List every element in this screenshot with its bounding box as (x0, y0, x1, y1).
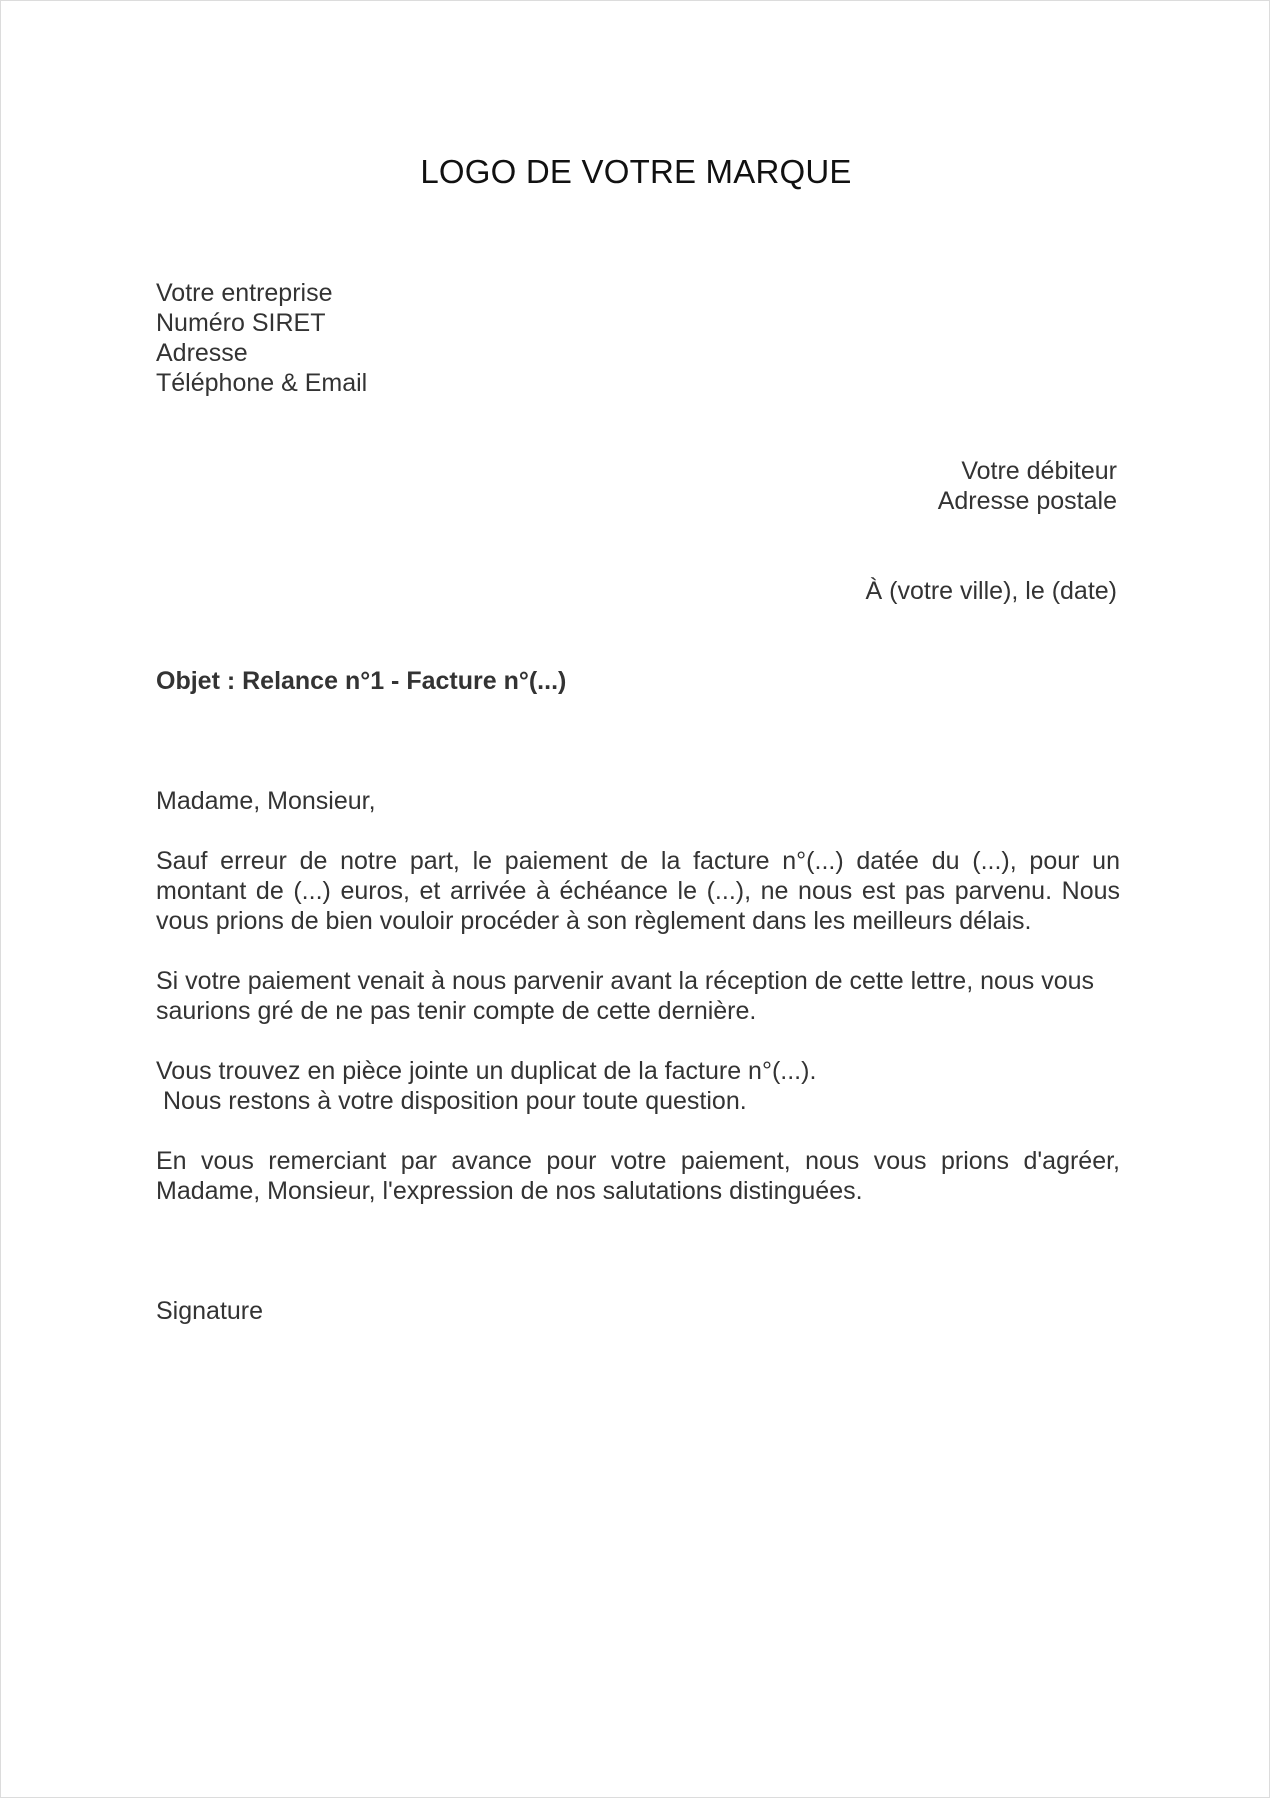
paragraph-closing: En vous remerciant par avance pour votre paiement, nous vous prions d'agréer, Madame, Monsieur, l'expression de nos salutations distinguées. (156, 1147, 1120, 1205)
sender-contact: Téléphone & Email (156, 369, 368, 397)
paragraph-attachment (156, 1056, 1120, 1116)
recipient-block (938, 456, 1117, 516)
date-line: À (votre ville), le (date) (865, 577, 1117, 605)
paragraph-payment-reminder: Sauf erreur de notre part, le paiement de la facture n°(...) datée du (...), pour un montant de (...) euros, et arrivée à échéance le (...), ne nous est pas parvenu. Nous vous prions de bien vouloir procéder à son règlement dans les meilleurs délais. (156, 847, 1120, 935)
subject-line: Objet : Relance n°1 - Facture n°(...) (156, 667, 567, 695)
paragraph-disregard-notice: Si votre paiement venait à nous parvenir avant la réception de cette lettre, nous vous saurions gré de ne pas tenir compte de cette dernière. (156, 967, 1095, 1025)
signature: Signature (156, 1297, 264, 1325)
brand-logo-placeholder: LOGO DE VOTRE MARQUE (420, 153, 852, 190)
recipient-name: Votre débiteur (961, 457, 1117, 485)
availability-line: Nous restons à votre disposition pour toute question. (163, 1087, 747, 1115)
greeting: Madame, Monsieur, (156, 787, 376, 815)
sender-siret: Numéro SIRET (156, 309, 326, 337)
sender-company: Votre entreprise (156, 279, 333, 307)
sender-block (156, 278, 367, 398)
recipient-address: Adresse postale (937, 487, 1117, 515)
sender-address: Adresse (156, 339, 248, 367)
attachment-line: Vous trouvez en pièce jointe un duplicat de la facture n°(...). (156, 1057, 817, 1085)
